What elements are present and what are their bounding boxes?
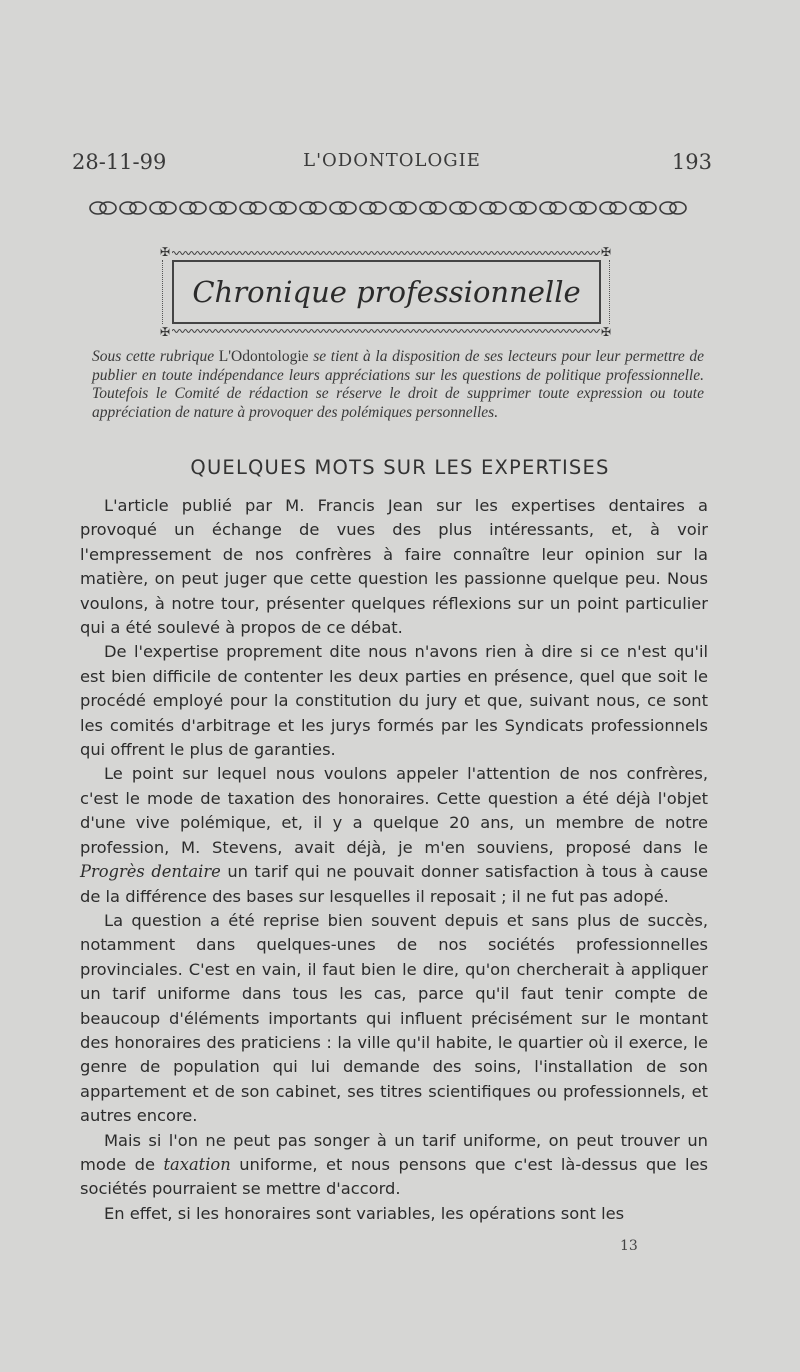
ornament-knot-icon bbox=[190, 202, 206, 214]
editorial-note bbox=[92, 348, 704, 422]
corner-ornament-icon: ✠ bbox=[160, 325, 171, 339]
paragraph: La question a été reprise bien souvent depuis et sans plus de succès, notamment dans quelques-unes de nos sociétés professionnelles provinciales. C'est en vain, il faut bien le dire, qu'on chercherait à appliquer un tarif uniforme dans tous les cas, parce qu'il faut tenir compte de beaucoup d'éléments importants qui influent précisément sur le montant des honoraires des praticiens : la ville qu'il habite, le quartier où il exerce, le genre de population qui lui demande des soins, l'installation de son appartement et de son cabinet, ses titres scientifiques ou professionnels, et autres encore. bbox=[80, 910, 708, 1126]
corner-ornament-icon: ✠ bbox=[601, 325, 612, 339]
ornament-knot-icon bbox=[520, 202, 536, 214]
ornament-knot-icon bbox=[220, 202, 236, 214]
ornament-knot-icon bbox=[670, 202, 686, 214]
paragraph: En effet, si les honoraires sont variables, les opérations sont les bbox=[104, 1203, 625, 1223]
emphasis: taxation bbox=[163, 1154, 231, 1174]
paragraph: Le point sur lequel nous voulons appeler l'attention de nos confrères, c'est le mode de taxation des honoraires. Cette question a été déjà l'objet d'une vive polémique, et, il y a quelque 20 ans, un membre de notre profession, M. Stevens, avait déjà, je m'en souviens, proposé dans le Progrès dentaire un tarif qui ne pouvait donner satisfaction à tous à cause de la différence des bases sur lesquelles il reposait ; il ne fut pas adopé. bbox=[80, 764, 708, 906]
note-text: se tient à la disposition de ses lecteurs pour leur permettre de publier en toute indépendance leurs appréciations sur les questions de politique professionnelle. Toutefois le Comité de rédaction se réserve le droit de supprimer toute expression ou toute appréciation de nature à provoquer des polémiques personnelles. bbox=[92, 348, 704, 421]
article-body bbox=[80, 494, 708, 1226]
signature-mark: 13 bbox=[620, 1238, 638, 1254]
paragraph: L'article publié par M. Francis Jean sur les expertises dentaires a provoqué un échange de vues des plus intéressants, et, à voir l'empressement de nos confrères à faire connaître leur opinion sur la matière, on peut juger que cette question les passionne quelque peu. Nous voulons, à notre tour, présenter quelques réflexions sur un point particulier qui a été soulevé à propos de ce débat. bbox=[80, 496, 708, 638]
running-header bbox=[72, 150, 712, 178]
wavy-rule bbox=[172, 326, 600, 336]
ornamental-border bbox=[88, 196, 688, 220]
journal-name: L'Odontologie bbox=[218, 348, 309, 365]
ornament-knot-icon bbox=[340, 202, 356, 214]
journal-title: L'ODONTOLOGIE bbox=[303, 150, 481, 171]
ornament-knot-icon bbox=[370, 202, 386, 214]
corner-ornament-icon: ✠ bbox=[601, 245, 612, 259]
side-rule bbox=[609, 260, 613, 324]
journal-reference: Progrès dentaire bbox=[80, 862, 221, 882]
title-frame bbox=[172, 260, 601, 324]
note-text: Sous cette rubrique bbox=[92, 348, 219, 365]
ornament-knot-icon bbox=[580, 202, 596, 214]
paragraph: Mais si l'on ne peut pas songer à un tarif uniforme, on peut trouver un mode de taxation uniforme, et nous pensons que c'est là-dessus que les sociétés pourraient se mettre d'accord. bbox=[80, 1130, 708, 1199]
ornament-knot-icon bbox=[160, 202, 176, 214]
ornament-knot-icon bbox=[280, 202, 296, 214]
ornament-knot-icon bbox=[400, 202, 416, 214]
ornament-knot-icon bbox=[550, 202, 566, 214]
side-rule bbox=[162, 260, 166, 324]
ornament-knot-icon bbox=[640, 202, 656, 214]
ornament-knot-icon bbox=[310, 202, 326, 214]
article-title: QUELQUES MOTS SUR LES EXPERTISES bbox=[190, 456, 610, 479]
section-title-box bbox=[160, 246, 613, 338]
section-title: Chronique professionnelle bbox=[192, 275, 581, 309]
ornament-knot-icon bbox=[430, 202, 446, 214]
ornament-knot-icon bbox=[250, 202, 266, 214]
issue-date: 28-11-99 bbox=[72, 150, 167, 174]
ornament-knot-icon bbox=[130, 202, 146, 214]
wavy-rule bbox=[172, 248, 600, 258]
page-number: 193 bbox=[671, 150, 712, 174]
corner-ornament-icon: ✠ bbox=[160, 245, 171, 259]
paragraph: De l'expertise proprement dite nous n'avons rien à dire si ce n'est qu'il est bien difficile de contenter les deux parties en présence, quel que soit le procédé employé pour la constitution du jury et que, suivant nous, ce sont les comités d'arbitrage et les jurys formés par les Syndicats professionnels qui offrent le plus de garanties. bbox=[80, 642, 708, 760]
ornament-knot-icon bbox=[100, 202, 116, 214]
ornament-knot-icon bbox=[490, 202, 506, 214]
ornament-knot-icon bbox=[460, 202, 476, 214]
ornament-knot-icon bbox=[610, 202, 626, 214]
